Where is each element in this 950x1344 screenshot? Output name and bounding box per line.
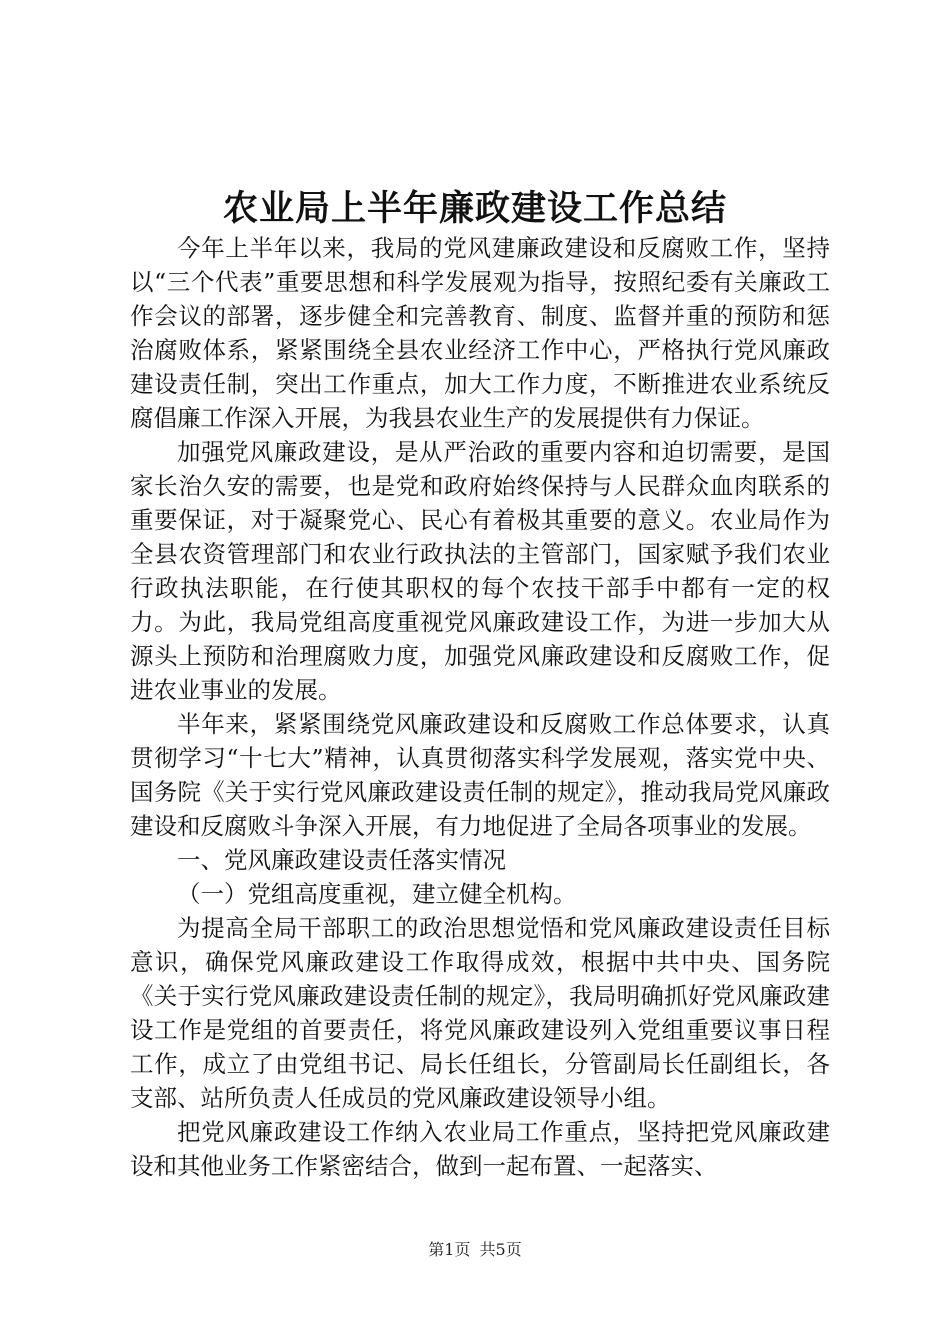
document-body	[130, 231, 830, 1183]
page-number: 第1页	[428, 1240, 471, 1259]
page-footer	[0, 1238, 950, 1262]
document-title: 农业局上半年廉政建设工作总结	[222, 189, 727, 229]
paragraph-importance: 加强党风廉政建设，是从严治政的重要内容和迫切需要，是国家长治久安的需要，也是党和政府始终保持与人民群众血肉联系的重要保证，对于凝聚党心、民心有着极其重要的意义。农业局作为全县农资管理部门和农业行政执法的主管部门，国家赋予我们农业行政执法职能，在行使其职权的每个农技干部手中都有一定的权力。为此，我局党组高度重视党风廉政建设工作，为进一步加大从源头上预防和治理腐败力度，加强党风廉政建设和反腐败工作，促进农业事业的发展。	[130, 438, 830, 704]
paragraph-intro: 今年上半年以来，我局的党风建廉政建设和反腐败工作，坚持以“三个代表”重要思想和科学发展观为指导，按照纪委有关廉政工作会议的部署，逐步健全和完善教育、制度、监督并重的预防和惩治腐败体系，紧紧围绕全县农业经济工作中心，严格执行党风廉政建设责任制，突出工作重点，加大工作力度，不断推进农业系统反腐倡廉工作深入开展，为我县农业生产的发展提供有力保证。	[130, 234, 830, 432]
page-total: 共5页	[479, 1240, 522, 1259]
paragraph-half-year: 半年来，紧紧围绕党风廉政建设和反腐败工作总体要求，认真贯彻学习“十七大”精神，认真贯彻落实科学发展观，落实党中央、国务院《关于实行党风廉政建设责任制的规定》，推动我局党风廉政建设和反腐败斗争深入开展，有力地促进了全局各项事业的发展。	[130, 710, 830, 840]
paragraph-work-focus: 把党风廉政建设工作纳入农业局工作重点，坚持把党风廉政建设和其他业务工作紧密结合，做到一起布置、一起落实、	[130, 1118, 830, 1180]
paragraph-leadership-group: 为提高全局干部职工的政治思想觉悟和党风廉政建设责任目标意识，确保党风廉政建设工作取得成效，根据中共中央、国务院《关于实行党风廉政建设责任制的规定》，我局明确抓好党风廉政建设工作是党组的首要责任，将党风廉政建设列入党组重要议事日程工作，成立了由党组书记、局长任组长，分管副局长任副组长，各支部、站所负责人任成员的党风廉政建设领导小组。	[130, 914, 830, 1112]
section-heading: 一、党风廉政建设责任落实情况	[177, 846, 506, 874]
subsection-heading: （一）党组高度重视，建立健全机构。	[177, 880, 577, 908]
